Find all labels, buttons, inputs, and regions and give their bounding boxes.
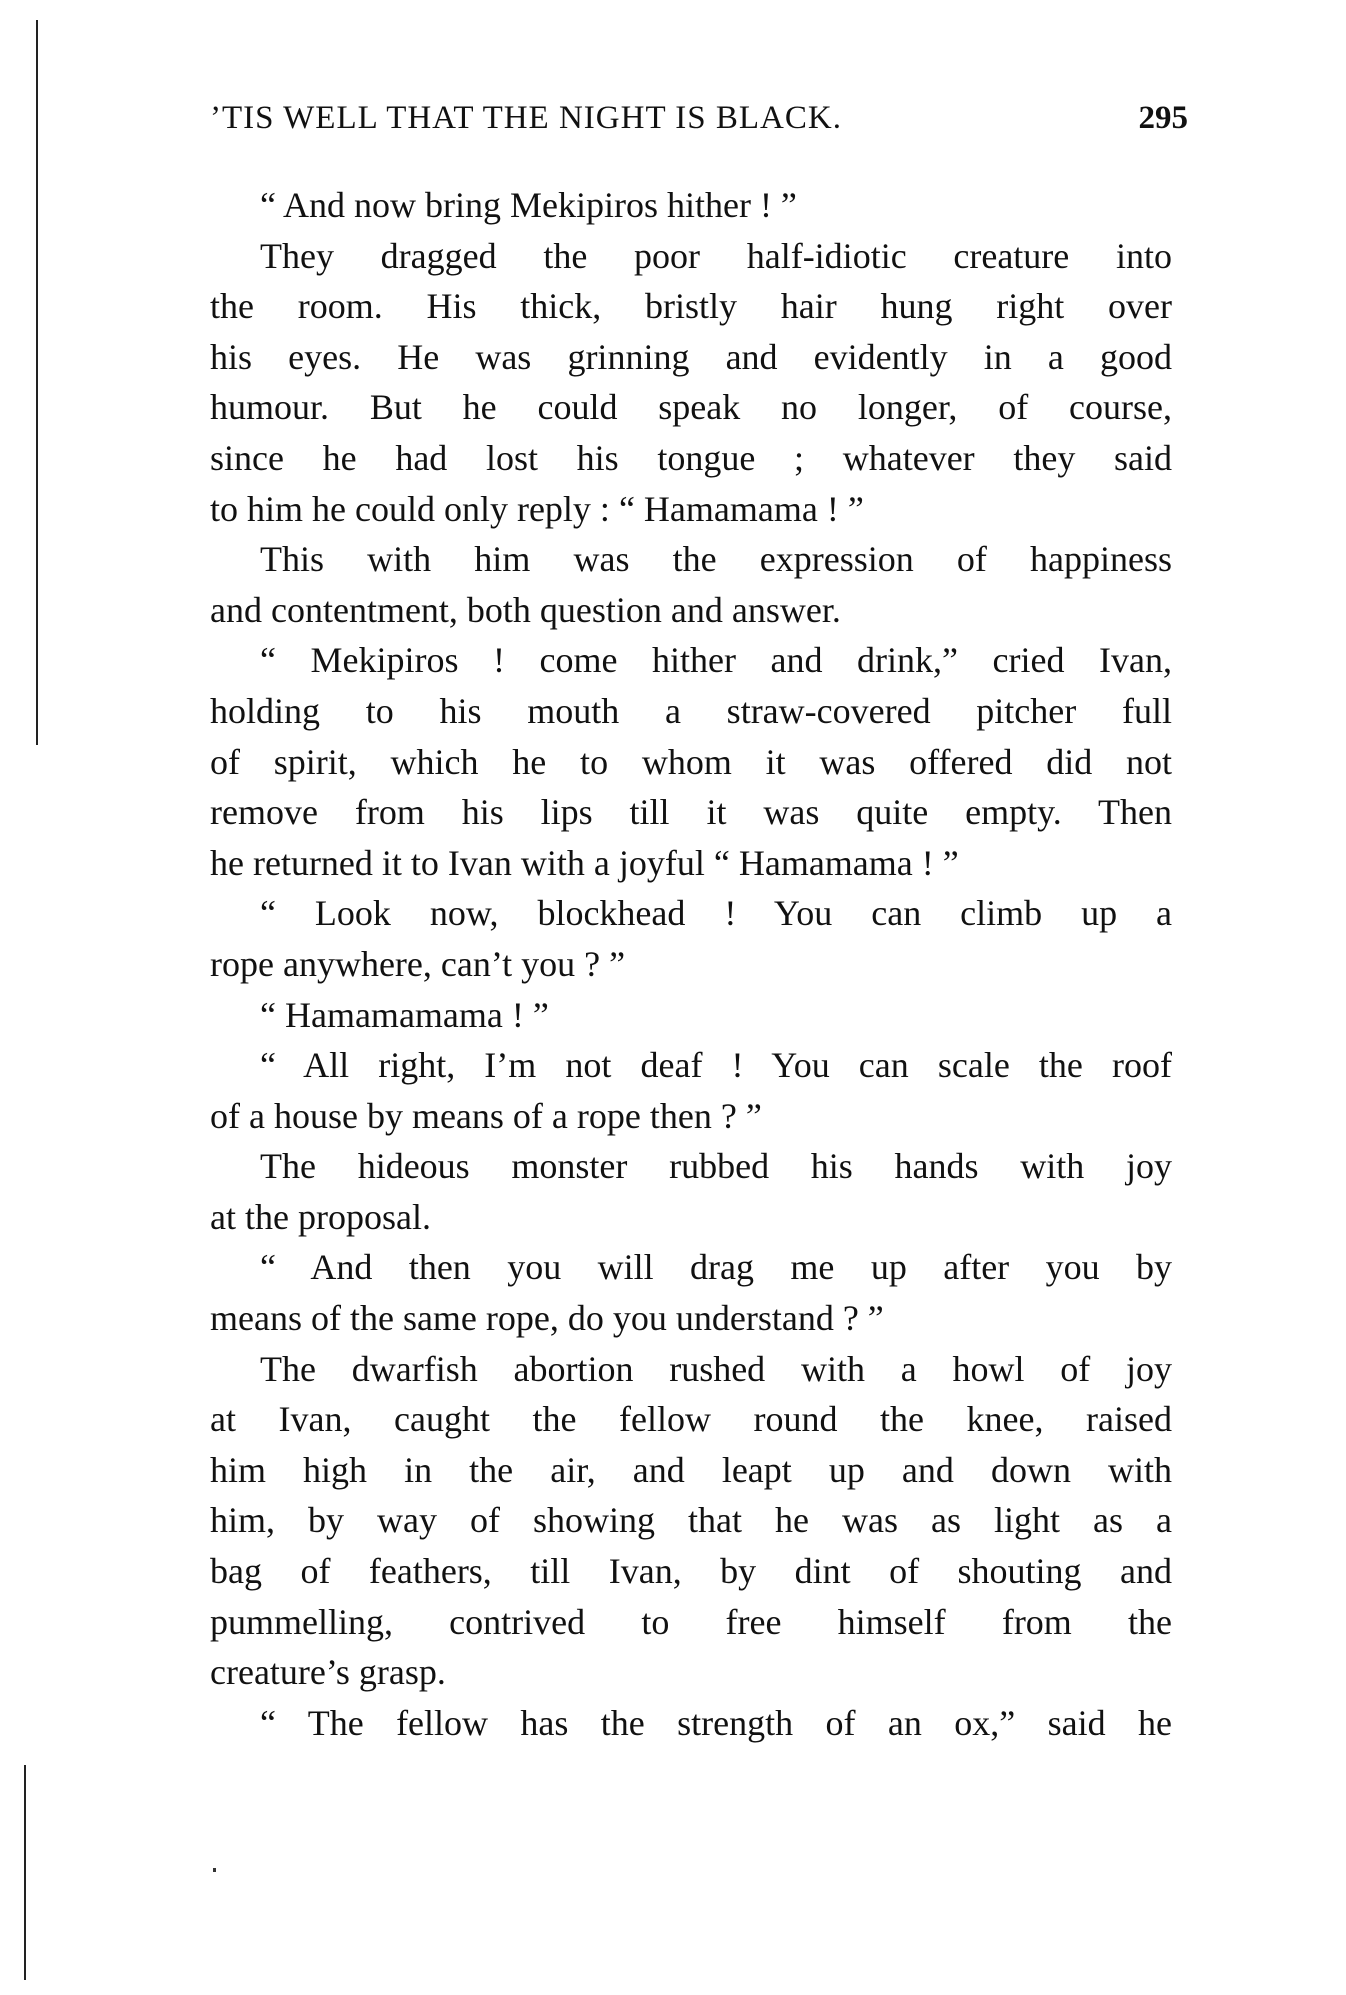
text-line: This with him was the expression of happiness (260, 539, 1172, 580)
running-title: ’TIS WELL THAT THE NIGHT IS BLACK. (210, 100, 842, 136)
text-line: “ The fellow has the strength of an ox,” said he (260, 1702, 1172, 1743)
text-line: rope anywhere, can’t you ? ” (210, 943, 626, 984)
text-line: him, by way of showing that he was as light as a (210, 1500, 1172, 1541)
text-line: means of the same rope, do you understand ? ” (210, 1298, 884, 1339)
text-line: bag of feathers, till Ivan, by dint of shouting and (210, 1551, 1172, 1592)
text-line: remove from his lips till it was quite empty. Then (210, 792, 1172, 833)
text-line: the room. His thick, bristly hair hung right over (210, 286, 1172, 327)
page-number: 295 (1138, 100, 1188, 136)
text-line: and contentment, both question and answer. (210, 589, 841, 630)
text-line: to him he could only reply : “ Hamamama ! ” (210, 488, 864, 529)
running-header (210, 100, 1188, 144)
page-edge-line-top (36, 20, 38, 745)
text-line: at Ivan, caught the fellow round the knee, raised (210, 1399, 1172, 1440)
text-line: he returned it to Ivan with a joyful “ Hamamama ! ” (210, 842, 959, 883)
text-line: of spirit, which he to whom it was offered did not (210, 741, 1172, 782)
text-line: “ All right, I’m not deaf ! You can scale the roof (260, 1045, 1172, 1086)
text-line: pummelling, contrived to free himself from the (210, 1601, 1172, 1642)
page-edge-line-bottom (24, 1765, 26, 1980)
text-line: The hideous monster rubbed his hands with joy (260, 1146, 1172, 1187)
text-line: since he had lost his tongue ; whatever they said (210, 437, 1172, 478)
text-line: The dwarfish abortion rushed with a howl of joy (260, 1348, 1172, 1389)
text-line: humour. But he could speak no longer, of course, (210, 387, 1172, 428)
text-line: “ And then you will drag me up after you by (260, 1247, 1172, 1288)
text-line: “ Mekipiros ! come hither and drink,” cried Ivan, (260, 640, 1172, 681)
text-line: They dragged the poor half-idiotic creature into (260, 235, 1172, 276)
text-line: “ Hamamamama ! ” (260, 994, 549, 1035)
text-line: “ And now bring Mekipiros hither ! ” (260, 185, 797, 225)
text-line: “ Look now, blockhead ! You can climb up a (260, 893, 1172, 934)
text-line: creature’s grasp. (210, 1652, 446, 1693)
text-line: of a house by means of a rope then ? ” (210, 1095, 762, 1136)
text-line: his eyes. He was grinning and evidently in a good (210, 336, 1172, 377)
text-line: him high in the air, and leapt up and down with (210, 1449, 1172, 1490)
print-speck (213, 1868, 216, 1872)
page-body-text (210, 180, 1172, 1748)
text-line: at the proposal. (210, 1196, 431, 1237)
text-line: holding to his mouth a straw-covered pitcher full (210, 690, 1172, 731)
